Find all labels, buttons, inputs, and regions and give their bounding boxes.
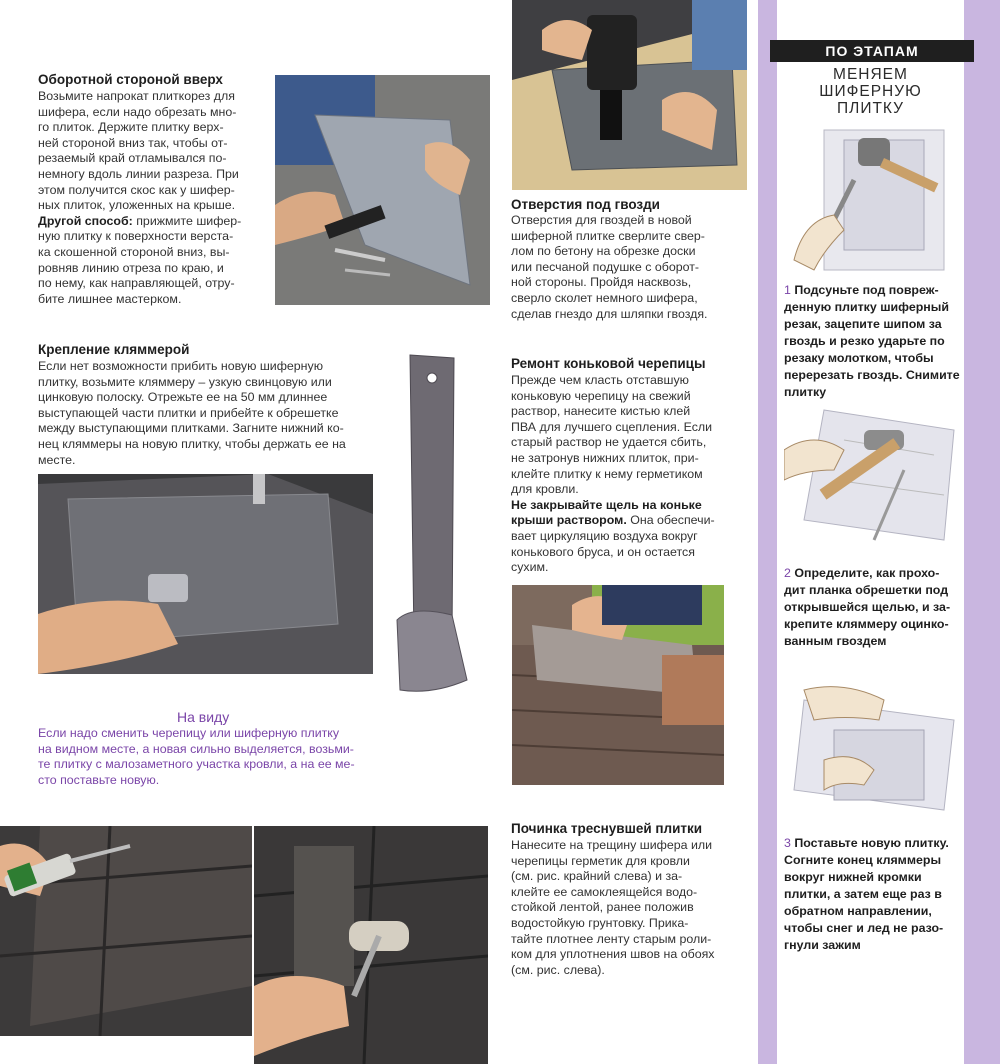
step-3: 3 Поставьте новую плитку. Согните конец кляммеры вокруг нижней кромки плитки, а затем еще раз в обратном направлении, чтобы снег и лед не разо- гнули зажим — [784, 836, 949, 952]
step-1: 1 Подсуньте под повреж- денную плитку шиферный резак, зацепите шипом за гвоздь и резко ударьте по резаку молотком, чтобы перерезать гвоздь. Снимите плитку — [784, 283, 960, 399]
tip-body: Если надо сменить черепицу или шиферную плитку на видном месте, а новая сильно выделяется, возьми- те плитку с малозаметного участка кровли, а на ее ме- сто поставьте новую. — [38, 726, 355, 787]
sealant-photo — [0, 826, 252, 1036]
section3-body: Отверстия для гвоздей в новой шиферной плитке сверлите свер- лом по бетону на обрезке доски или песчаной подушке с оборот- ной стороны. Пройдя насквозь, сверло сколет немного шифера, сделав гнездо для шляпки гвоздя. — [511, 213, 708, 321]
section2-body: Если нет возможности прибить новую шиферную плитку, возьмите кляммеру – узкую свинцовую или цинковую полоску. Отрежьте ее на 50 мм длиннее выступающей части плитки и прибейте к обрешетке между выступающими плитками. Загните нижний ко- нец кляммеры на новую плитку, чтобы держать ее на месте. — [38, 359, 346, 467]
tip-heading: На виду — [177, 709, 230, 725]
lead-strip-photo — [392, 350, 492, 710]
step3-illustration — [784, 680, 962, 820]
section1-heading: Оборотной стороной вверх — [38, 72, 223, 87]
slate-cutter-photo — [275, 75, 490, 305]
section4-heading: Ремонт коньковой черепицы — [511, 356, 706, 371]
tape-roller-photo — [254, 826, 488, 1064]
step-2: 2 Определите, как прохо- дит планка обрешетки под открывшейся щелью, и за- крепите кляммеру оцинко- ванным гвоздем — [784, 566, 951, 648]
section2-heading: Крепление кляммерой — [38, 342, 190, 357]
drill-photo — [512, 0, 747, 190]
step-by-step-banner: ПО ЭТАПАМ — [770, 40, 974, 62]
sidebar-title: МЕНЯЕМ ШИФЕРНУЮ ПЛИТКУ — [819, 66, 922, 117]
ridge-tile-photo — [512, 585, 724, 785]
section1-body: Возьмите напрокат плиткорез для шифера, если надо обрезать мно- го плиток. Держите плитку верх- ней стороной вниз так, чтобы от- резаемый край отламывался по- немногу вдоль линии разреза. При этом получится скос как у шифер- ных плиток, уложенных на крыше. Другой способ: прижмите шифер- ную плитку к поверхности верста- ка скошенной стороной вниз, вы- ровняв линию отреза по краю, и по нему, как направляющей, отру- бите лишнее мастерком. — [38, 89, 242, 306]
step2-illustration — [784, 400, 962, 560]
step1-illustration — [784, 120, 962, 280]
section4-body: Прежде чем класть отставшую коньковую черепицу на свежий раствор, нанесите кистью клей ПВА для лучшего сцепления. Если старый раствор не удается сбить, не затронув нижних плиток, при- клейте плитку к нему герметиком для кровли. Не закрывайте щель на коньке крыши раствором. Она обеспечи- вает циркуляцию воздуха вокруг конькового бруса, и он остается сухим. — [511, 373, 715, 575]
clip-install-photo — [38, 474, 373, 674]
section5-body: Нанесите на трещину шифера или черепицы герметик для кровли (см. рис. крайний слева) и за- клейте ее самоклеящейся водо- стойкой лентой, ранее положив водостойкую грунтовку. Прика- тайте плотнее ленту старым роли- ком для уплотнения швов на обоях (см. рис. слева). — [511, 838, 715, 977]
section3-heading: Отверстия под гвозди — [511, 197, 660, 212]
section5-heading: Починка треснувшей плитки — [511, 821, 703, 836]
